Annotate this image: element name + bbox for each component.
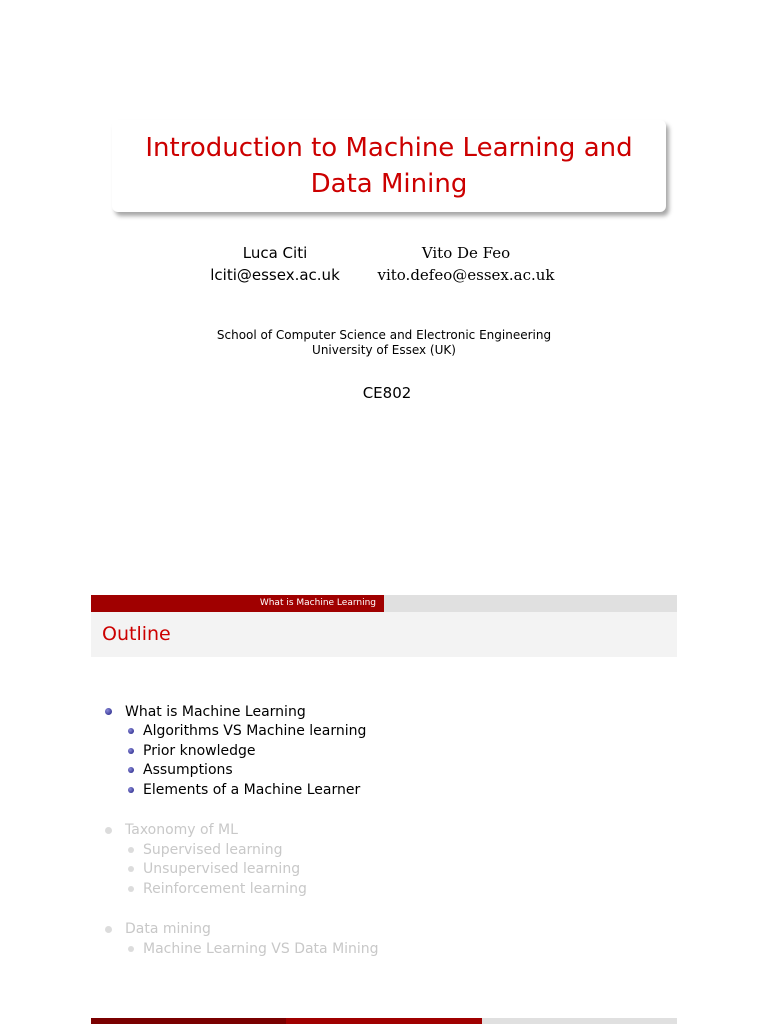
table-of-contents <box>105 702 665 980</box>
toc-subsection-label: Machine Learning VS Data Mining <box>143 940 379 957</box>
bullet-icon <box>128 886 134 892</box>
institute-line: University of Essex (UK) <box>312 343 456 357</box>
toc-subsection-label: Supervised learning <box>143 841 283 858</box>
institute-line: School of Computer Science and Electronic Engineering <box>216 328 552 342</box>
toc-section-label: Taxonomy of ML <box>125 822 238 839</box>
toc-subsection-row[interactable] <box>105 722 665 742</box>
toc-subsection-row[interactable] <box>105 780 665 800</box>
toc-section-row[interactable] <box>105 702 665 722</box>
frame-title: Outline <box>102 623 171 645</box>
toc-subsection-row[interactable] <box>105 879 665 899</box>
toc-subsection-label: Prior knowledge <box>143 742 256 759</box>
toc-subsection-row[interactable] <box>105 761 665 781</box>
author-name: Vito De Feo <box>421 244 511 262</box>
footer-bar <box>91 1018 677 1024</box>
toc-section-label: What is Machine Learning <box>125 703 306 720</box>
toc-subsection-row[interactable] <box>105 840 665 860</box>
toc-subsection-label: Elements of a Machine Learner <box>143 781 361 798</box>
bullet-icon <box>128 728 134 734</box>
bullet-icon <box>128 787 134 793</box>
toc-section <box>105 821 665 899</box>
bullet-icon <box>105 827 112 834</box>
author-email[interactable]: lciti@essex.ac.uk <box>210 266 340 284</box>
toc-subsection-label: Assumptions <box>143 762 233 779</box>
toc-subsection-label: Reinforcement learning <box>143 880 307 897</box>
toc-section-label: Data mining <box>125 921 211 938</box>
nav-current-section[interactable]: What is Machine Learning <box>91 595 384 612</box>
bullet-icon <box>128 748 134 754</box>
presentation-title: Introduction to Machine Learning and Data Mining <box>145 133 633 199</box>
title-box <box>112 120 666 212</box>
toc-subsection-label: Unsupervised learning <box>143 861 301 878</box>
nav-empty <box>384 595 677 612</box>
institute <box>0 328 768 358</box>
footer-segment <box>286 1018 482 1024</box>
author-name: Luca Citi <box>242 244 308 262</box>
toc-subsection-row[interactable] <box>105 939 665 959</box>
bullet-icon <box>105 926 112 933</box>
bullet-icon <box>128 946 134 952</box>
author-1 <box>195 242 355 286</box>
course-code: CE802 <box>362 384 412 402</box>
bullet-icon <box>128 847 134 853</box>
toc-section <box>105 920 665 959</box>
toc-subsection-label: Algorithms VS Machine learning <box>143 723 367 740</box>
toc-subsection-row[interactable] <box>105 860 665 880</box>
toc-section-row[interactable] <box>105 920 665 940</box>
author-2 <box>376 242 556 286</box>
footer-segment <box>91 1018 286 1024</box>
footer-segment <box>482 1018 677 1024</box>
bullet-icon <box>105 708 112 715</box>
author-email[interactable]: vito.defeo@essex.ac.uk <box>377 266 555 284</box>
toc-section-row[interactable] <box>105 821 665 841</box>
bullet-icon <box>128 767 134 773</box>
toc-subsection-row[interactable] <box>105 741 665 761</box>
toc-section <box>105 702 665 800</box>
bullet-icon <box>128 866 134 872</box>
frame-header <box>91 612 677 657</box>
section-nav-bar <box>91 595 677 612</box>
